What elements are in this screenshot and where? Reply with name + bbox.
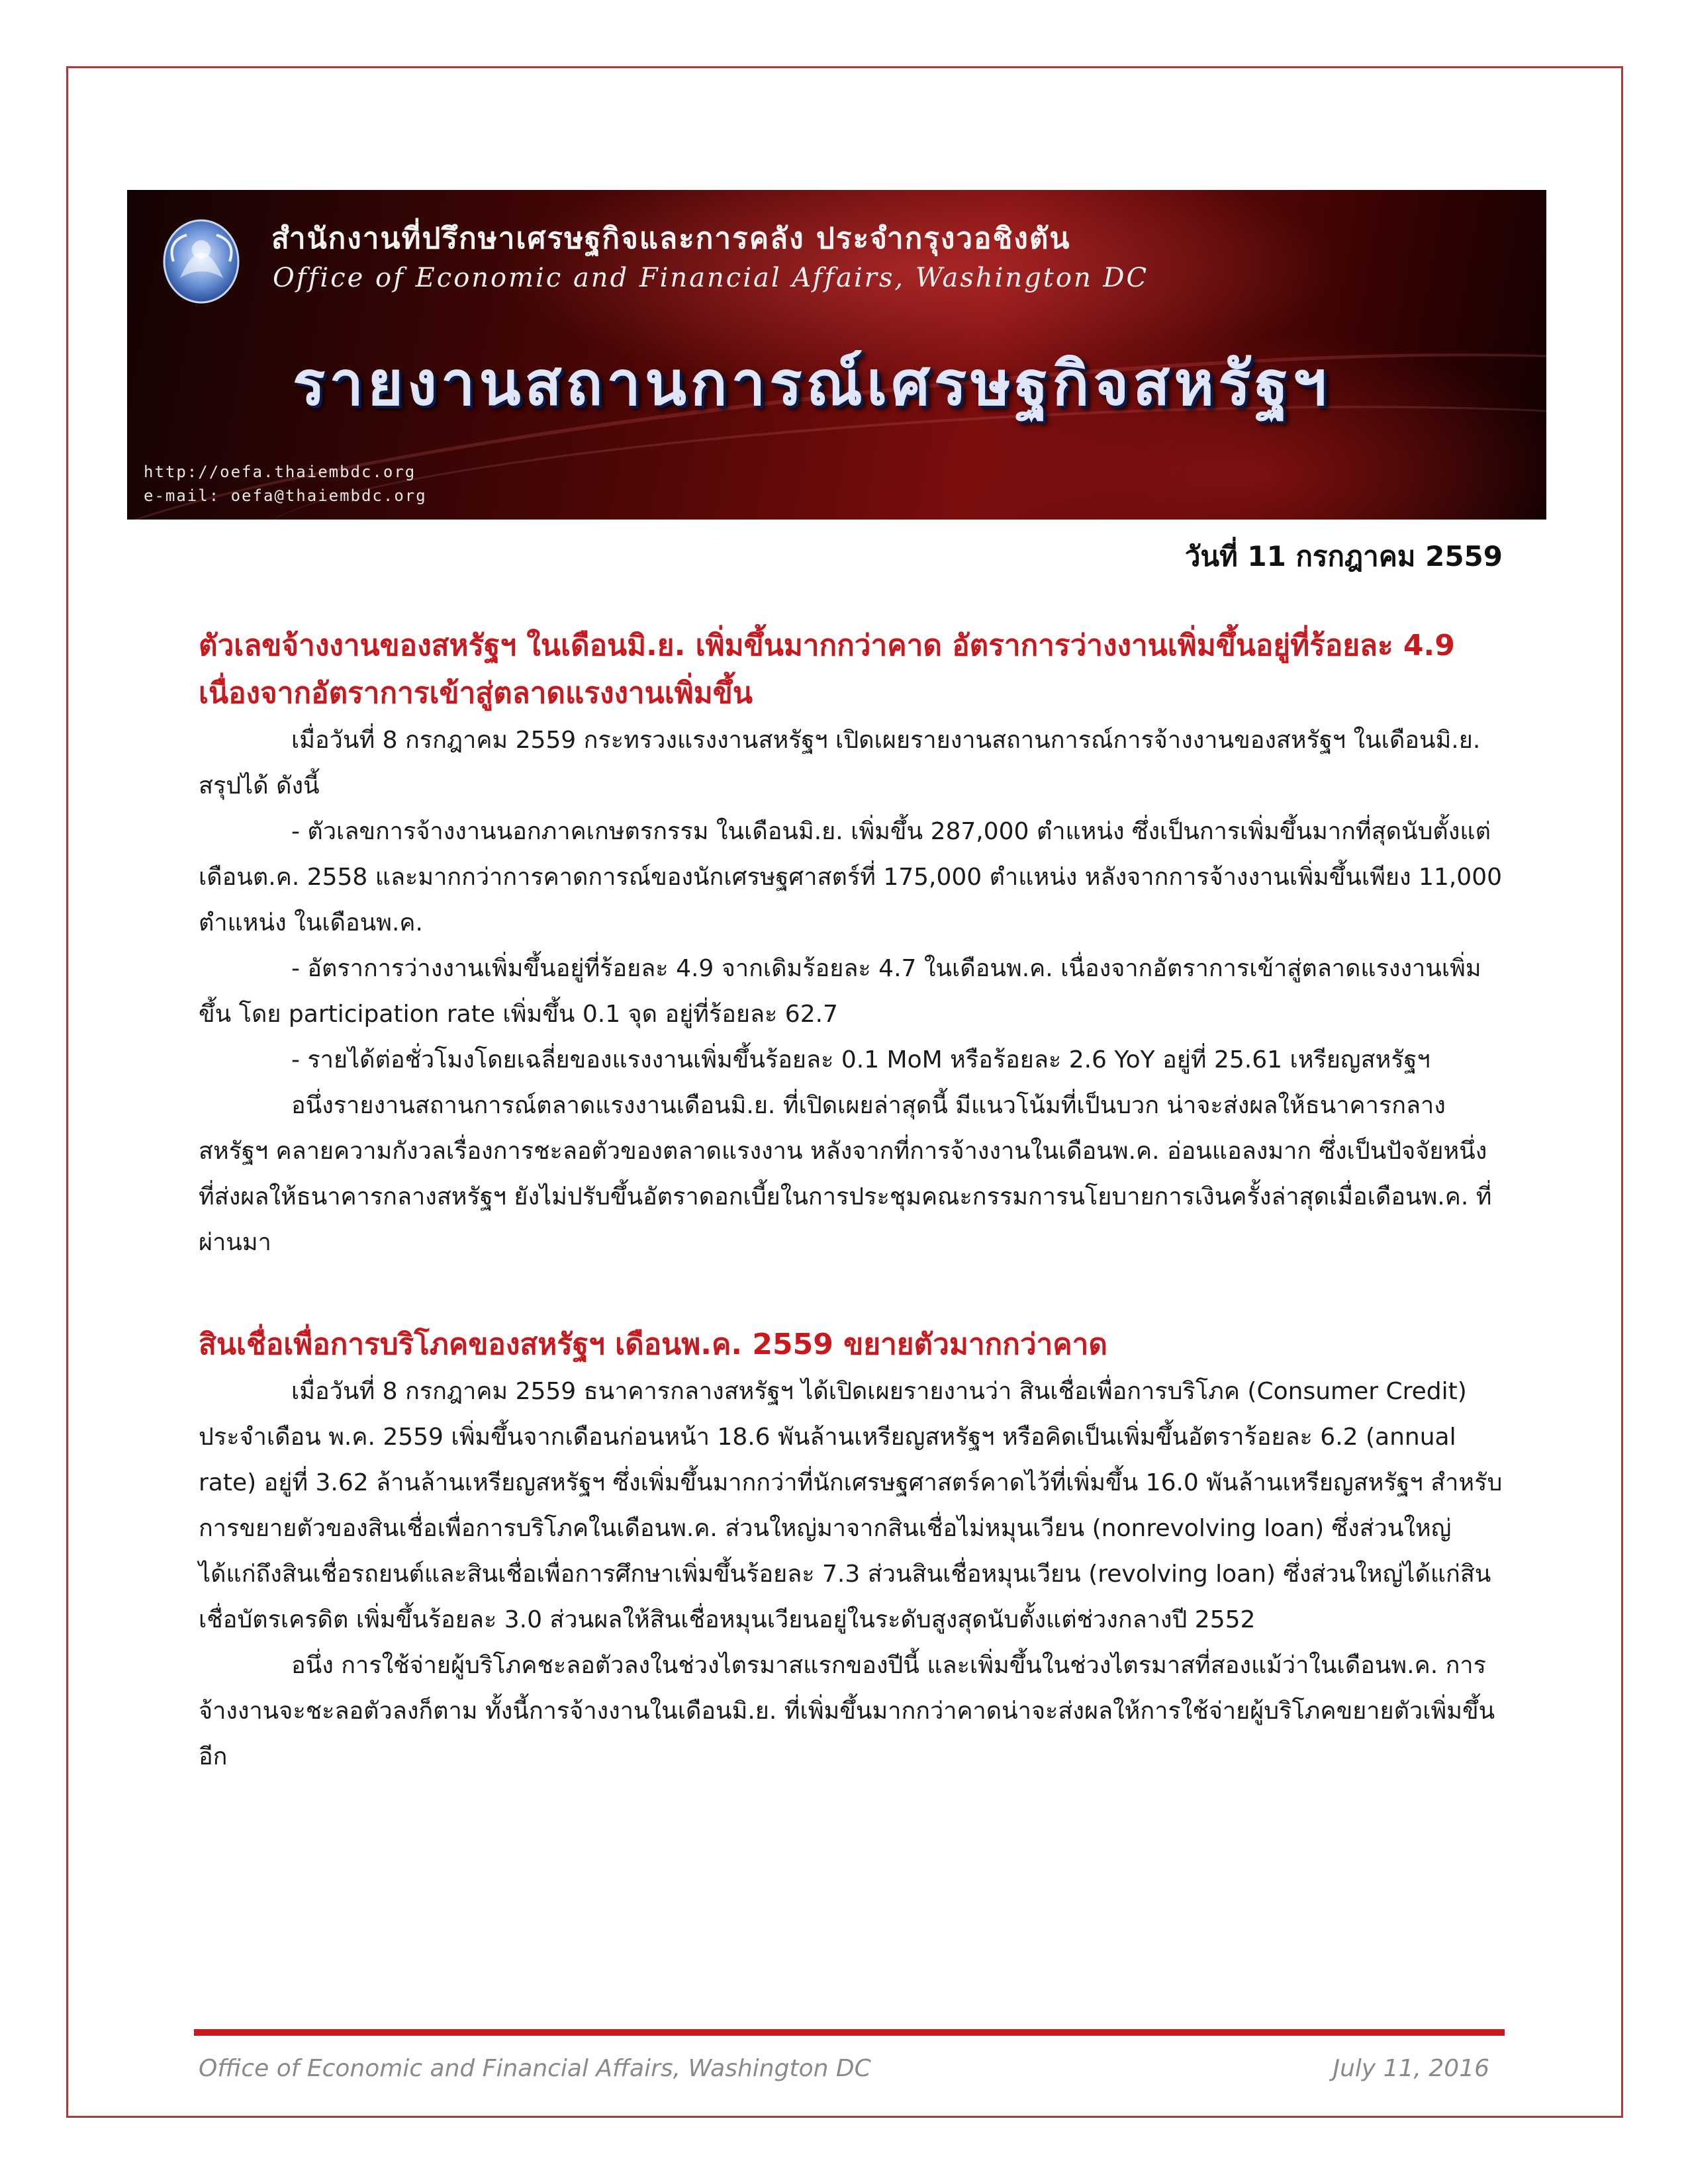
section-consumer-credit <box>199 1321 1503 1780</box>
report-date: วันที่ 11 กรกฎาคม 2559 <box>1184 540 1503 572</box>
bullet-paragraph: - รายได้ต่อชั่วโมงโดยเฉลี่ยของแรงงานเพิ่มขึ้นร้อยละ 0.1 MoM หรือร้อยละ 2.6 YoY อยู่ที่ 25.61 เหรียญสหรัฐฯ <box>291 1046 1430 1073</box>
footer-organization: Office of Economic and Financial Affairs, Washington DC <box>199 2055 871 2082</box>
banner-org-english: Office of Economic and Financial Affairs, Washington DC <box>273 263 1149 293</box>
report-body <box>199 622 1503 1780</box>
paragraph: อนึ่ง การใช้จ่ายผู้บริโภคชะลอตัวลงในช่วงไตรมาสแรกของปีนี้ และเพิ่มขึ้นในช่วงไตรมาสที่สองแม้ว่าในเดือนพ.ค. การจ้างงานจะชะลอตัวลงก็ตาม ทั้งนี้การจ้างงานในเดือนมิ.ย. ที่เพิ่มขึ้นมากกว่าคาดน่าจะส่งผลให้การใช้จ่ายผู้บริโภคขยายตัวเพิ่มขึ้นอีก <box>199 1652 1495 1770</box>
header-banner <box>127 190 1546 520</box>
thai-government-emblem-icon <box>160 215 243 308</box>
banner-url: http://oefa.thaiembdc.org <box>144 463 416 481</box>
bullet-paragraph: - ตัวเลขการจ้างงานนอกภาคเกษตรกรรม ในเดือนมิ.ย. เพิ่มขึ้น 287,000 ตำแหน่ง ซึ่งเป็นการเพิ่มขึ้นมากที่สุดนับตั้งแต่เดือนต.ค. 2558 และมากกว่าการคาดการณ์ของนักเศรษฐศาสตร์ที่ 175,000 ตำแหน่ง หลังจากการจ้างงานเพิ่มขึ้นเพียง 11,000 ตำแหน่ง ในเดือนพ.ค. <box>199 818 1503 936</box>
section-heading: ตัวเลขจ้างงานของสหรัฐฯ ในเดือนมิ.ย. เพิ่มขึ้นมากกว่าคาด อัตราการว่างงานเพิ่มขึ้นอยู่ที่ร้อยละ 4.9 เนื่องจากอัตราการเข้าสู่ตลาดแรงงานเพิ่มขึ้น <box>199 629 1455 710</box>
banner-title: รายงานสถานการณ์เศรษฐกิจสหรัฐฯ <box>293 348 1331 419</box>
section-employment <box>199 622 1503 1265</box>
banner-email: e-mail: oefa@thaiembdc.org <box>144 486 427 505</box>
footer-date: July 11, 2016 <box>1333 2055 1489 2082</box>
bullet-paragraph: - อัตราการว่างงานเพิ่มขึ้นอยู่ที่ร้อยละ 4.9 จากเดิมร้อยละ 4.7 ในเดือนพ.ค. เนื่องจากอัตราการเข้าสู่ตลาดแรงงานเพิ่มขึ้น โดย participation rate เพิ่มขึ้น 0.1 จุด อยู่ที่ร้อยละ 62.7 <box>199 955 1481 1028</box>
section-heading: สินเชื่อเพื่อการบริโภคของสหรัฐฯ เดือนพ.ค. 2559 ขยายตัวมากกว่าคาด <box>199 1328 1107 1361</box>
paragraph: เมื่อวันที่ 8 กรกฎาคม 2559 ธนาคารกลางสหรัฐฯ ได้เปิดเผยรายงานว่า สินเชื่อเพื่อการบริโภค (Consumer Credit) ประจำเดือน พ.ค. 2559 เพิ่มขึ้นจากเดือนก่อนหน้า 18.6 พันล้านเหรียญสหรัฐฯ หรือคิดเป็นเพิ่มขึ้นอัตราร้อยละ 6.2 (annual rate) อยู่ที่ 3.62 ล้านล้านเหรียญสหรัฐฯ ซึ่งเพิ่มขึ้นมากกว่าที่นักเศรษฐศาสตร์คาดไว้ที่เพิ่มขึ้น 16.0 พันล้านเหรียญสหรัฐฯ สำหรับการขยายตัวของสินเชื่อเพื่อการบริโภคในเดือนพ.ค. ส่วนใหญ่มาจากสินเชื่อไม่หมุนเวียน (nonrevolving loan) ซึ่งส่วนใหญ่ได้แก่ถึงสินเชื่อรถยนต์และสินเชื่อเพื่อการศึกษาเพิ่มขึ้นร้อยละ 7.3 ส่วนสินเชื่อหมุนเวียน (revolving loan) ซึ่งส่วนใหญ่ได้แก่สินเชื่อบัตรเครดิต เพิ่มขึ้นร้อยละ 3.0 ส่วนผลให้สินเชื่อหมุนเวียนอยู่ในระดับสูงสุดนับตั้งแต่ช่วงกลางปี 2552 <box>199 1378 1503 1633</box>
banner-org-thai: สำนักงานที่ปรึกษาเศรษฐกิจและการคลัง ประจำกรุงวอชิงตัน <box>271 222 1071 255</box>
paragraph: เมื่อวันที่ 8 กรกฎาคม 2559 กระทรวงแรงงานสหรัฐฯ เปิดเผยรายงานสถานการณ์การจ้างงานของสหรัฐฯ ในเดือนมิ.ย. สรุปได้ ดังนี้ <box>199 727 1481 799</box>
paragraph: อนึ่งรายงานสถานการณ์ตลาดแรงงานเดือนมิ.ย. ที่เปิดเผยล่าสุดนี้ มีแนวโน้มที่เป็นบวก น่าจะส่งผลให้ธนาคารกลางสหรัฐฯ คลายความกังวลเรื่องการชะลอตัวของตลาดแรงงาน หลังจากที่การจ้างงานในเดือนพ.ค. อ่อนแอลงมาก ซึ่งเป็นปัจจัยหนึ่งที่ส่งผลให้ธนาคารกลางสหรัฐฯ ยังไม่ปรับขึ้นอัตราดอกเบี้ยในการประชุมคณะกรรมการนโยบายการเงินครั้งล่าสุดเมื่อเดือนพ.ค. ที่ผ่านมา <box>199 1092 1492 1256</box>
footer-rule <box>194 2029 1505 2036</box>
